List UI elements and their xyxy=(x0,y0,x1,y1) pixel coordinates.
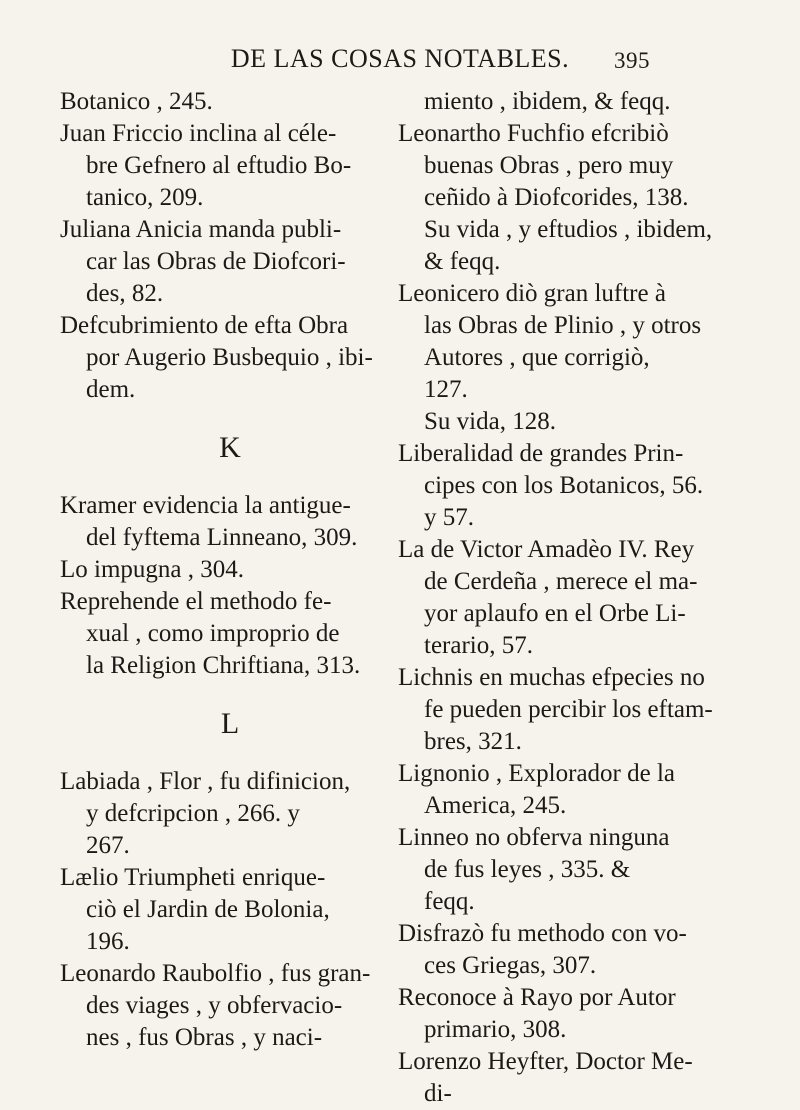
entry-continuation-line: des viages , y obfervacio- xyxy=(86,992,343,1019)
entry-continuation-line: ciò el Jardin de Bolonia, xyxy=(86,896,330,923)
entry-continuation-line: tanico, 209. xyxy=(86,184,204,211)
index-entry xyxy=(60,586,400,682)
entry-continuation-line: di- xyxy=(424,1080,452,1107)
index-entry xyxy=(398,758,738,822)
index-entry xyxy=(398,278,738,438)
index-entry xyxy=(398,918,738,982)
entry-continuation-line: las Obras de Plinio , y otros xyxy=(424,312,702,339)
entry-continuation-line: de Cerdeña , merece el ma- xyxy=(424,568,698,595)
entry-continuation-line: Autores , que corrigiò, xyxy=(424,344,650,371)
index-entry xyxy=(60,310,400,406)
right-column xyxy=(398,86,738,1110)
index-entry xyxy=(398,438,738,534)
index-entry xyxy=(60,862,400,958)
index-entry xyxy=(398,118,738,278)
entry-first-line: Juan Friccio inclina al céle- xyxy=(60,120,337,147)
entry-first-line: Reconoce à Rayo por Autor xyxy=(398,984,676,1011)
entry-continuation-line: 196. xyxy=(86,928,130,955)
page-number: 395 xyxy=(614,48,650,73)
running-header xyxy=(0,44,800,74)
entry-first-line: Leonicero diò gran luftre à xyxy=(398,280,666,307)
entry-continuation-line: xual , como improprio de xyxy=(86,620,340,647)
entry-first-line: Lælio Triumpheti enrique- xyxy=(60,864,326,891)
left-column xyxy=(60,86,400,1054)
entry-continuation-line: de fus leyes , 335. & xyxy=(424,856,631,883)
entry-continuation-line: y defcripcion , 266. y xyxy=(86,800,300,827)
index-entry xyxy=(60,490,400,554)
index-entry xyxy=(398,822,738,918)
entry-continuation-line: America, 245. xyxy=(424,792,567,819)
entry-first-line: miento , ibidem, & feqq. xyxy=(424,88,671,115)
entry-first-line: Lignonio , Explorador de la xyxy=(398,760,676,787)
entry-continuation-line: bres, 321. xyxy=(424,728,522,755)
entry-continuation-line: terario, 57. xyxy=(424,632,533,659)
entry-continuation-line: dem. xyxy=(86,376,136,403)
entry-first-line: Lichnis en muchas efpecies no xyxy=(398,664,705,691)
index-entry xyxy=(60,958,400,1054)
entry-continuation-line: Su vida , y eftudios , ibidem, xyxy=(424,216,713,243)
entry-continuation-line: cipes con los Botanicos, 56. xyxy=(424,472,704,499)
entry-first-line: Botanico , 245. xyxy=(60,88,213,115)
index-entry xyxy=(398,662,738,758)
entry-continuation-line: buenas Obras , pero muy xyxy=(424,152,674,179)
entry-continuation-line: car las Obras de Diofcori- xyxy=(86,248,346,275)
entry-first-line: Juliana Anicia manda publi- xyxy=(60,216,342,243)
entry-first-line: Reprehende el methodo fe- xyxy=(60,588,332,615)
entry-continuation-line: yor aplaufo en el Orbe Li- xyxy=(424,600,686,627)
entry-first-line: Kramer evidencia la antigue- xyxy=(60,492,351,519)
section-letter-l: L xyxy=(220,707,240,740)
entry-continuation-line: & feqq. xyxy=(424,248,501,275)
entry-continuation-line: 127. xyxy=(424,376,468,403)
entry-first-line: Liberalidad de grandes Prin- xyxy=(398,440,684,467)
entry-first-line: Leonartho Fuchfio efcribiò xyxy=(398,120,669,147)
entry-continuation-line: y 57. xyxy=(424,504,474,531)
index-entry xyxy=(398,1046,738,1110)
header-title: DE LAS COSAS NOTABLES. xyxy=(230,44,570,73)
entry-continuation-line: por Augerio Busbequio , ibi- xyxy=(86,344,373,371)
entry-first-line: Lo impugna , 304. xyxy=(60,556,245,583)
entry-continuation-line: 267. xyxy=(86,832,130,859)
entry-first-line: Leonardo Raubolfio , fus gran- xyxy=(60,960,371,987)
entry-continuation-line: primario, 308. xyxy=(424,1016,567,1043)
section-letter-k: K xyxy=(219,431,241,464)
entry-continuation-line: Su vida, 128. xyxy=(424,408,556,435)
entry-first-line: Linneo no obferva ninguna xyxy=(398,824,670,851)
entry-first-line: Lorenzo Heyfter, Doctor Me- xyxy=(398,1048,693,1075)
entry-continuation-line: ceñido à Diofcorides, 138. xyxy=(424,184,689,211)
entry-continuation-line: des, 82. xyxy=(86,280,164,307)
index-entry xyxy=(60,554,400,586)
entry-first-line: Disfrazò fu methodo con vo- xyxy=(398,920,687,947)
entry-first-line: La de Victor Amadèo IV. Rey xyxy=(398,536,695,563)
entry-continuation-line: feqq. xyxy=(424,888,475,915)
entry-first-line: Labiada , Flor , fu difinicion, xyxy=(60,768,351,795)
index-entry xyxy=(60,118,400,214)
index-entry xyxy=(60,86,400,118)
index-entry xyxy=(60,766,400,862)
entry-continuation-line: bre Gefnero al eftudio Bo- xyxy=(86,152,352,179)
entry-continuation-line: ces Griegas, 307. xyxy=(424,952,597,979)
entry-continuation-line: nes , fus Obras , y naci- xyxy=(86,1024,323,1051)
entry-continuation-line: fe pueden percibir los eftam- xyxy=(424,696,713,723)
index-entry xyxy=(60,214,400,310)
entry-continuation-line: la Religion Chriftiana, 313. xyxy=(86,652,361,679)
entry-first-line: Defcubrimiento de efta Obra xyxy=(60,312,349,339)
index-entry xyxy=(398,982,738,1046)
index-entry xyxy=(398,534,738,662)
entry-continuation-line: del fyftema Linneano, 309. xyxy=(86,524,358,551)
index-entry xyxy=(398,86,738,118)
